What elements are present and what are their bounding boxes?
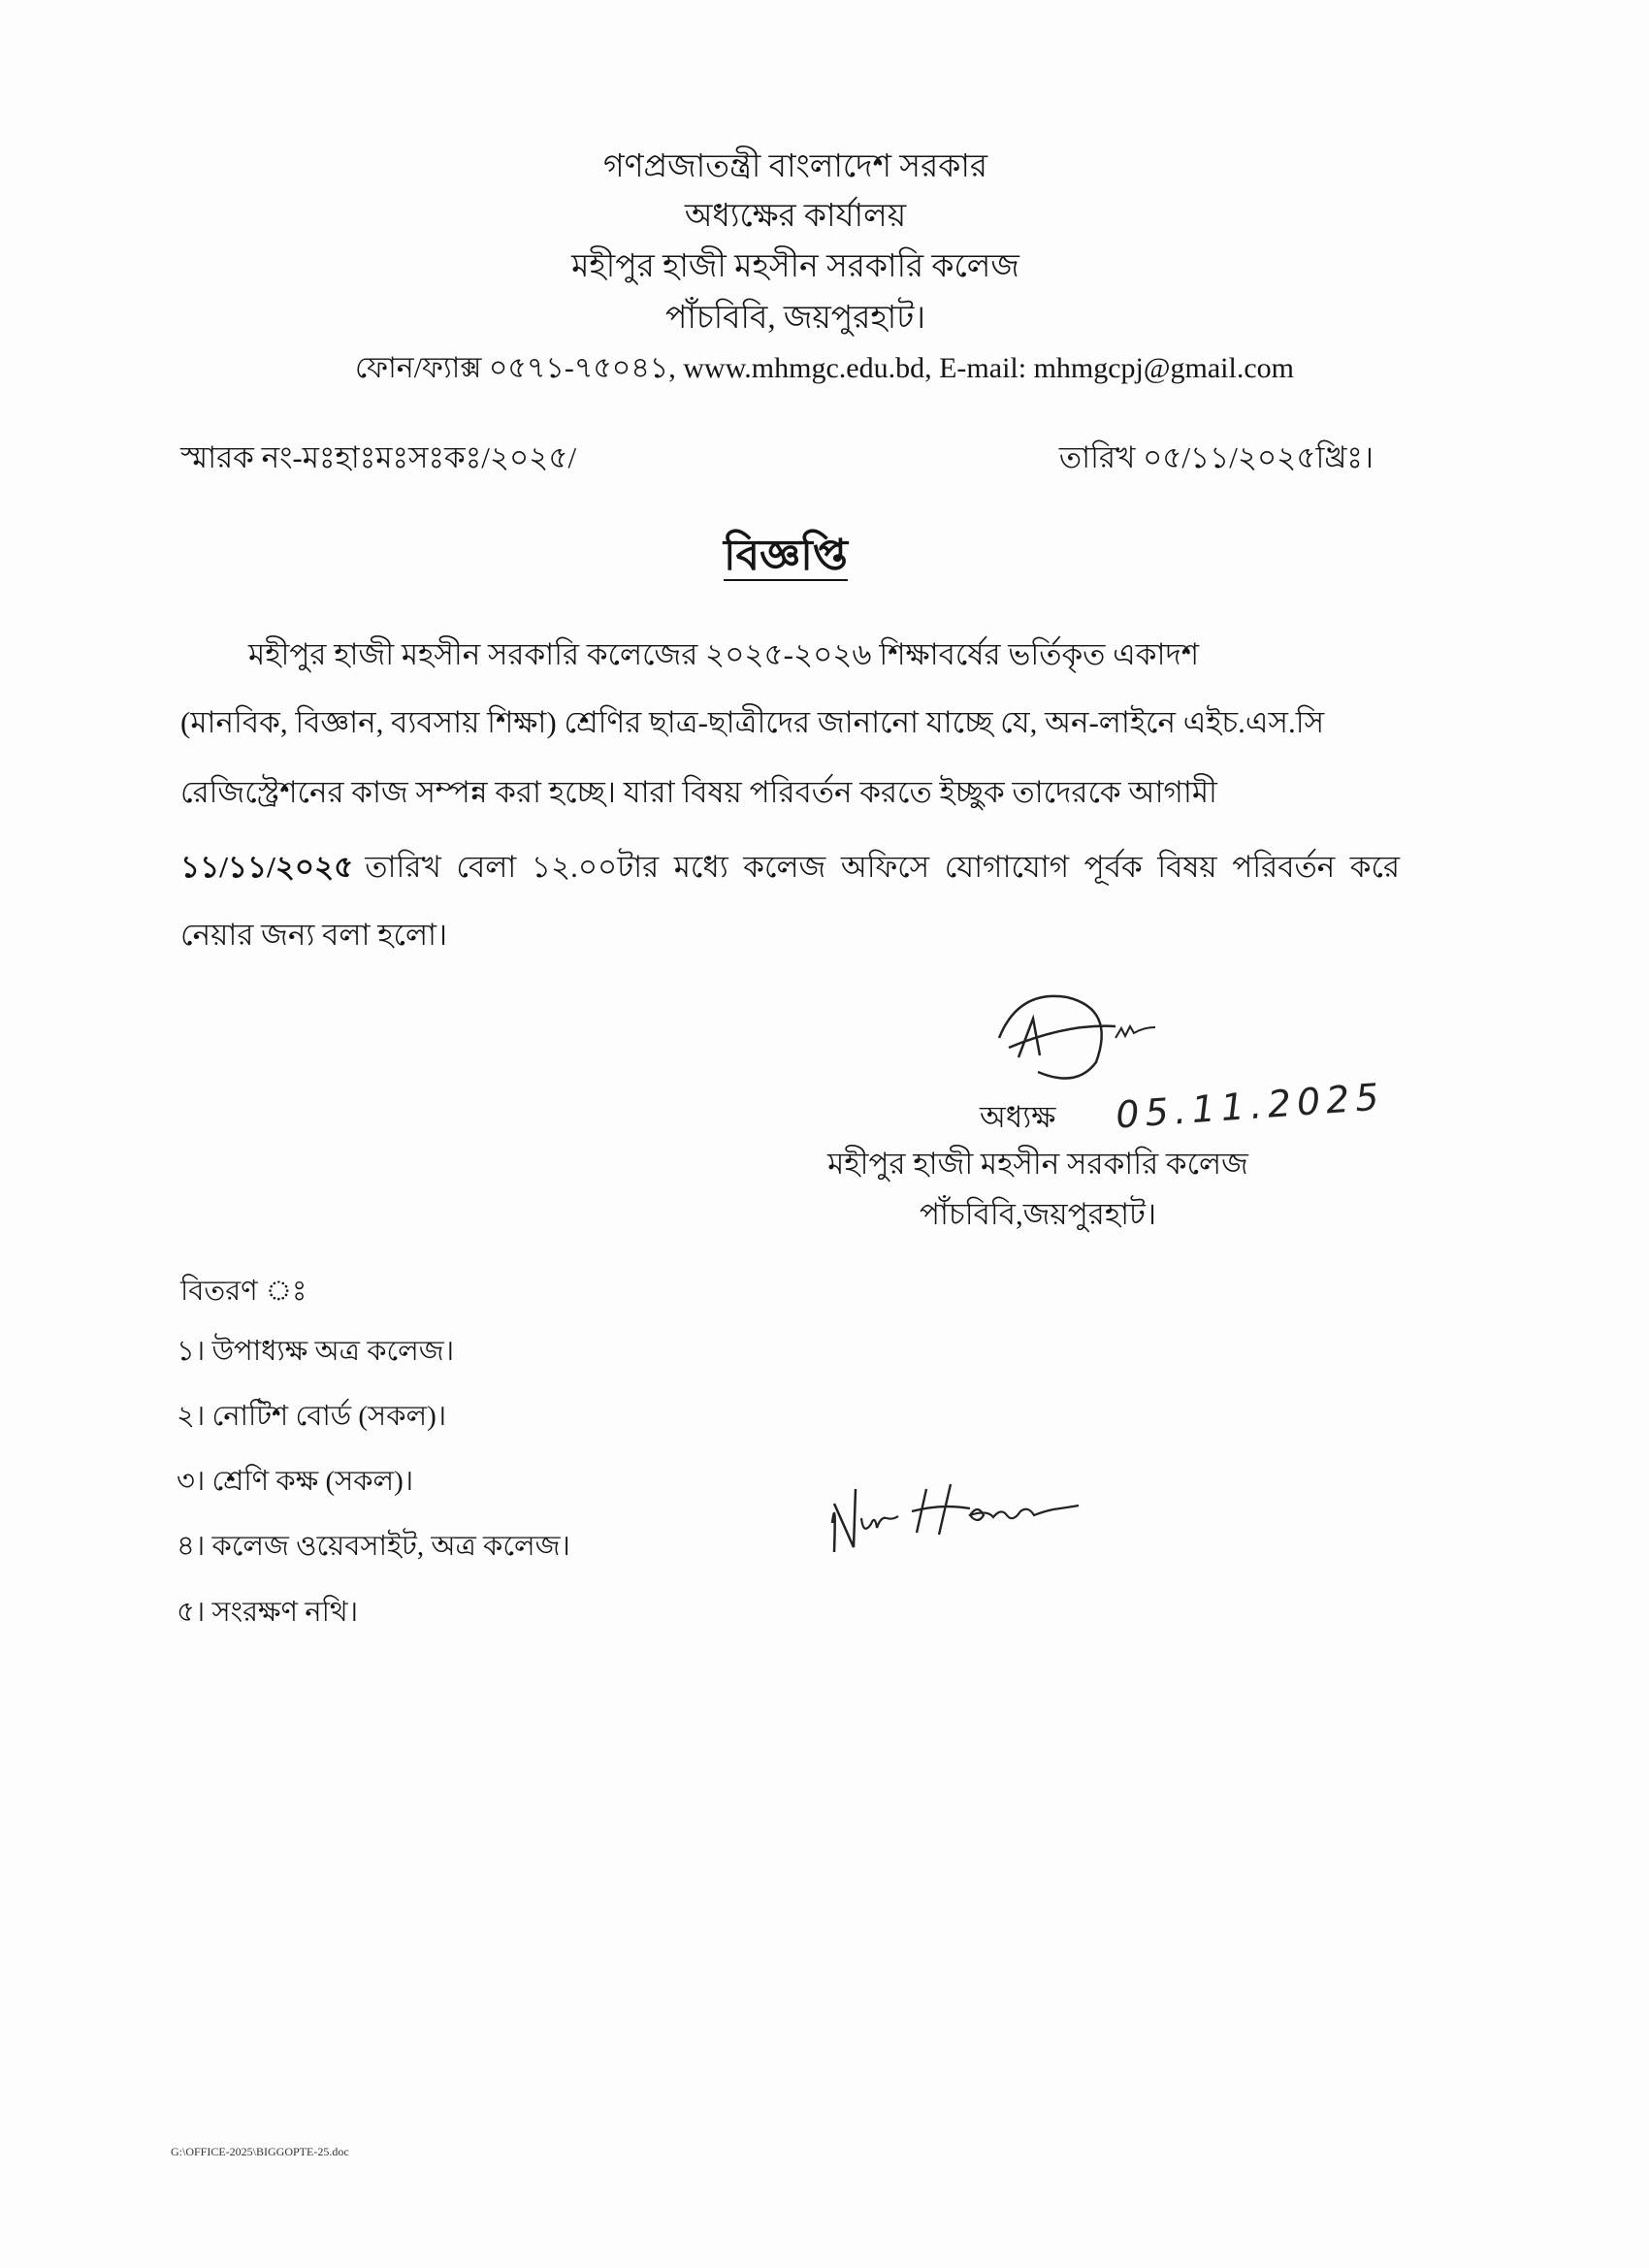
distribution-item: ৪। কলেজ ওয়েবসাইট, অত্র কলেজ। — [177, 1531, 570, 1562]
notice-line-5: নেয়ার জন্য বলা হলো। — [180, 918, 448, 952]
college-name: মহীপুর হাজী মহসীন সরকারি কলেজ — [571, 249, 1019, 284]
govt-heading: গণপ্রজাতন্ত্রী বাংলাদেশ সরকার — [602, 149, 988, 184]
file-path: G:\OFFICE-2025\BIGGOPTE-25.doc — [171, 2145, 349, 2158]
memo-reference: স্মারক নং-মঃহাঃমঃসঃকঃ/২০২৫/ — [180, 440, 577, 474]
notice-line-4-text: তারিখ বেলা ১২.০০টার মধ্যে কলেজ অফিসে যোগাযোগ পূর্বক বিষয় পরিবর্তন করে — [365, 850, 1400, 884]
distribution-item: ১। উপাধ্যক্ষ অত্র কলেজ। — [177, 1336, 455, 1367]
office-heading: অধ্যক্ষের কার্যালয় — [684, 199, 907, 234]
distribution-item: ৫। সংরক্ষণ নথি। — [177, 1597, 359, 1628]
memo-date: তারিখ ০৫/১১/২০২৫খ্রিঃ। — [1058, 440, 1374, 474]
distribution-heading: বিতরণ ঃ — [180, 1276, 307, 1307]
second-signature-icon — [824, 1465, 1125, 1567]
college-address: পাঁচবিবি, জয়পুরহাট। — [664, 301, 926, 336]
distribution-item: ৩। শ্রেণি কক্ষ (সকল)। — [177, 1466, 414, 1497]
distribution-item: ২। নোটিশ বোর্ড (সকল)। — [177, 1401, 447, 1432]
notice-line-1: মহীপুর হাজী মহসীন সরকারি কলেজের ২০২৫-২০২৬ শিক্ষাবর্ষের ভর্তিকৃত একাদশ — [248, 637, 1200, 671]
notice-line-2: (মানবিক, বিজ্ঞান, ব্যবসায় শিক্ষা) শ্রেণির ছাত্র-ছাত্রীদের জানানো যাচ্ছে যে, অন-লাইনে এইচ.এস.সি — [180, 705, 1325, 739]
notice-title: বিজ্ঞপ্তি — [724, 532, 848, 579]
notice-line-3: রেজিস্ট্রেশনের কাজ সম্পন্ন করা হচ্ছে। যারা বিষয় পরিবর্তন করতে ইচ্ছুক তাদেরকে আগামী — [180, 775, 1217, 809]
signatory-institution: মহীপুর হাজী মহসীন সরকারি কলেজ — [827, 1147, 1248, 1181]
principal-signature-icon — [980, 980, 1212, 1096]
deadline-date: ১১/১১/২০২৫ — [180, 850, 354, 884]
notice-line-4 — [180, 848, 1400, 887]
signatory-designation: অধ্যক্ষ — [980, 1100, 1056, 1134]
handwritten-date: 05.11.2025 — [1114, 1075, 1386, 1137]
signatory-address: পাঁচবিবি,জয়পুরহাট। — [919, 1197, 1157, 1231]
contact-line: ফোন/ফ্যাক্স ০৫৭১-৭৫০৪১, www.mhmgc.edu.bd, E-mail: mhmgcpj@gmail.com — [355, 352, 1294, 384]
